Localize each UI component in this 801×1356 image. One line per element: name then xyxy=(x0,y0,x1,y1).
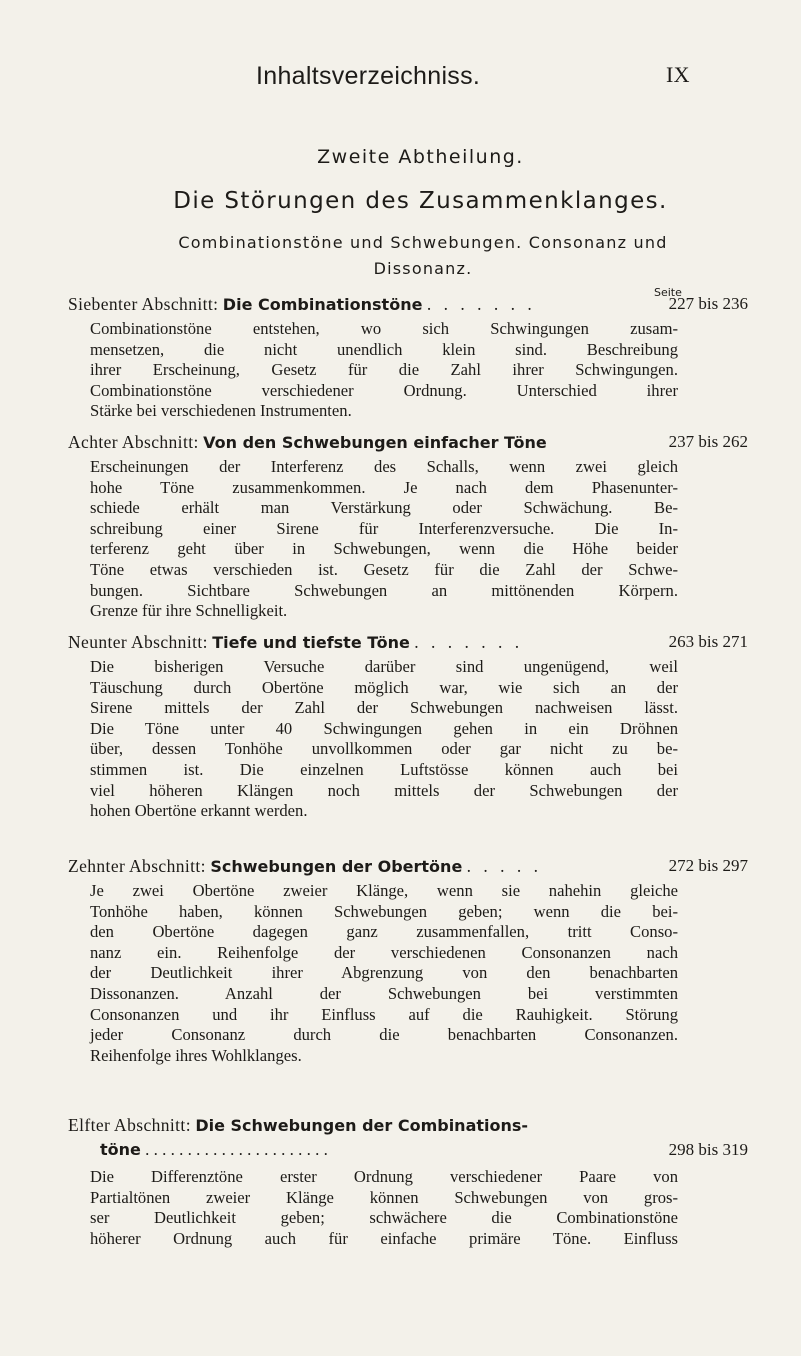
toc-entry-achter xyxy=(68,432,748,622)
seite-column-label: Seite xyxy=(654,286,682,299)
summary-line: Täuschung durch Obertöne möglich war, wie sich an der xyxy=(90,677,678,697)
summary-line: hohe Töne zusammenkommen. Je nach dem Phasenunter- xyxy=(90,477,678,497)
summary-line: terferenz geht über in Schwebungen, wenn die Höhe beider xyxy=(90,539,678,559)
summary-line: schreibung einer Sirene für Interferenzversuche. Die In- xyxy=(90,518,678,538)
page-range: 272 bis 297 xyxy=(668,856,748,875)
division-subtitle xyxy=(98,230,748,282)
summary-line: schiede erhält man Verstärkung oder Schwächung. Be- xyxy=(90,498,678,518)
chapter-title: Die Combinationstöne xyxy=(222,295,423,314)
toc-entry-heading xyxy=(68,432,748,457)
running-head-title: Inhaltsverzeichniss. xyxy=(256,62,481,90)
chapter-label: Elfter Abschnitt: xyxy=(68,1115,191,1135)
summary-line: Dissonanzen. Anzahl der Schwebungen bei verstimmten xyxy=(90,983,678,1003)
summary-line: Grenze für ihre Schnelligkeit. xyxy=(90,601,288,621)
page-range: 298 bis 319 xyxy=(668,1140,748,1159)
division-title: Die Störungen des Zusammenklanges. xyxy=(173,188,668,214)
summary-line: viel höheren Klängen noch mittels der Schwebungen der xyxy=(90,780,678,800)
summary-line: Die bisherigen Versuche darüber sind ungenügend, weil xyxy=(90,657,678,676)
subtitle-line-1: Combinationstöne und Schwebungen. Consonanz und xyxy=(178,233,668,252)
summary-line: jeder Consonanz durch die benachbarten Consonanzen. xyxy=(90,1025,678,1045)
chapter-label: Achter Abschnitt: xyxy=(68,432,199,452)
summary-line: Die Differenztöne erster Ordnung verschiedener Paare von xyxy=(90,1167,678,1186)
summary-line: Partialtönen zweier Klänge können Schwebungen von gros- xyxy=(90,1187,678,1207)
toc-entry-heading xyxy=(68,856,748,881)
division-label: Zweite Abtheilung. xyxy=(317,146,524,168)
leader-dots: . . . . . . . xyxy=(426,294,536,314)
summary-line: Sirene mittels der Zahl der Schwebungen nachweisen lässt. xyxy=(90,698,678,718)
chapter-summary xyxy=(90,457,748,622)
summary-line: Combinationstöne verschiedener Ordnung. Unterschied ihrer xyxy=(90,380,678,400)
subtitle-line-2: Dissonanz. xyxy=(373,259,473,278)
leader-dots: . . . . . . . . . . . . . . . . . . . . . . xyxy=(145,1140,328,1159)
chapter-title: Die Schwebungen der Combinations- xyxy=(195,1116,529,1135)
summary-line: höherer Ordnung auch für einfache primäre Töne. Einfluss xyxy=(90,1228,678,1248)
chapter-title: Von den Schwebungen einfacher Töne xyxy=(203,433,547,452)
summary-line: ihrer Erscheinung, Gesetz für die Zahl ihrer Schwingungen. xyxy=(90,360,678,380)
page-range: 263 bis 271 xyxy=(668,632,748,651)
chapter-summary xyxy=(90,657,748,822)
toc-entry-elfter xyxy=(68,1115,748,1249)
summary-line: ser Deutlichkeit geben; schwächere die Combinationstöne xyxy=(90,1208,678,1228)
summary-line: mensetzen, die nicht unendlich klein sind. Beschreibung xyxy=(90,339,678,359)
page-range: 227 bis 236 xyxy=(668,294,748,313)
chapter-title: Tiefe und tiefste Töne xyxy=(212,633,410,652)
summary-line: Stärke bei verschiedenen Instrumenten. xyxy=(90,401,352,421)
toc-entry-siebenter xyxy=(68,294,748,422)
summary-line: hohen Obertöne erkannt werden. xyxy=(90,801,308,821)
summary-line: über, dessen Tonhöhe unvollkommen oder gar nicht zu be- xyxy=(90,739,678,759)
chapter-label: Zehnter Abschnitt: xyxy=(68,856,206,876)
toc-entry-heading xyxy=(68,1115,748,1140)
summary-line: bungen. Sichtbare Schwebungen an mittönenden Körpern. xyxy=(90,580,678,600)
summary-line: Combinationstöne entstehen, wo sich Schwingungen zusam- xyxy=(90,319,678,338)
toc-entry-heading-continued xyxy=(100,1140,748,1167)
toc-entry-zehnter xyxy=(68,856,748,1066)
page-number: IX xyxy=(666,62,690,87)
chapter-summary xyxy=(90,881,748,1066)
toc-entry-neunter xyxy=(68,632,748,822)
summary-line: nanz ein. Reihenfolge der verschiedenen Consonanzen nach xyxy=(90,942,678,962)
leader-dots: . . . . . . . xyxy=(414,632,524,652)
summary-line: Tonhöhe haben, können Schwebungen geben; wenn die bei- xyxy=(90,901,678,921)
toc-entry-heading xyxy=(68,294,748,319)
toc-entry-heading xyxy=(68,632,748,657)
chapter-title-continued: töne xyxy=(100,1140,141,1159)
leader-dots: . . . . . xyxy=(466,856,543,876)
chapter-summary xyxy=(90,319,748,422)
summary-line: Die Töne unter 40 Schwingungen gehen in ein Dröhnen xyxy=(90,718,678,738)
summary-line: Töne etwas verschieden ist. Gesetz für die Zahl der Schwe- xyxy=(90,559,678,579)
summary-line: Consonanzen und ihr Einfluss auf die Rauhigkeit. Störung xyxy=(90,1004,678,1024)
summary-line: Erscheinungen der Interferenz des Schalls, wenn zwei gleich xyxy=(90,457,678,476)
summary-line: der Deutlichkeit ihrer Abgrenzung von den benachbarten xyxy=(90,963,678,983)
page-range: 237 bis 262 xyxy=(668,432,748,451)
summary-line: stimmen ist. Die einzelnen Luftstösse können auch bei xyxy=(90,759,678,779)
chapter-label: Neunter Abschnitt: xyxy=(68,632,208,652)
summary-line: Je zwei Obertöne zweier Klänge, wenn sie nahehin gleiche xyxy=(90,881,678,900)
chapter-title: Schwebungen der Obertöne xyxy=(210,857,463,876)
chapter-summary xyxy=(90,1167,748,1249)
summary-line: den Obertöne dagegen ganz zusammenfallen, tritt Conso- xyxy=(90,922,678,942)
summary-line: Reihenfolge ihres Wohlklanges. xyxy=(90,1045,302,1065)
chapter-label: Siebenter Abschnitt: xyxy=(68,294,219,314)
